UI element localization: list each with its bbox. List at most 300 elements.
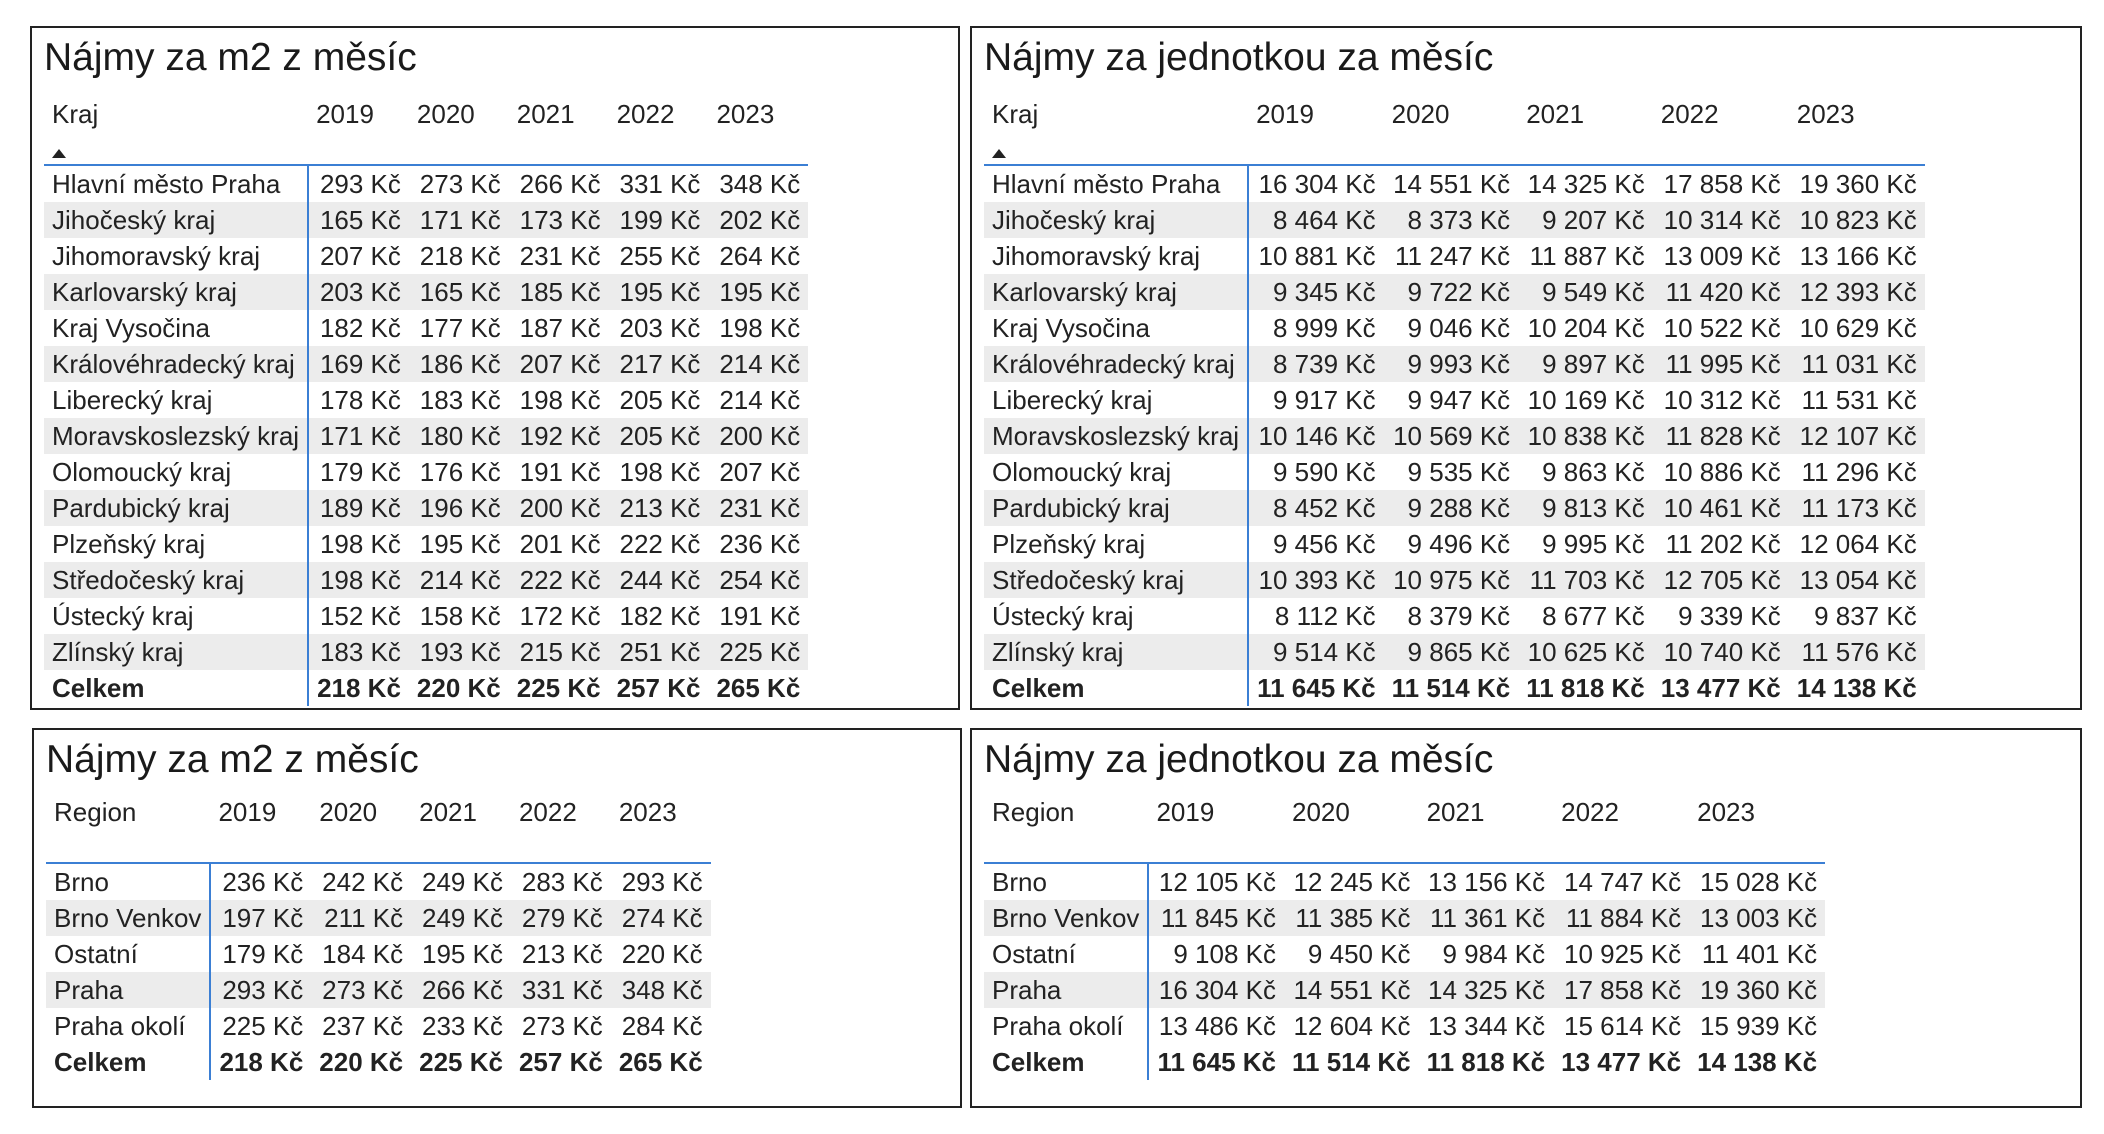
cell-value: 10 925 Kč — [1564, 939, 1682, 969]
column-header-text: 2023 — [1796, 98, 1855, 129]
cell-value: 266 Kč — [411, 972, 511, 1008]
row-label: Ústecký kraj — [984, 598, 1248, 634]
cell-value: 16 304 Kč — [1258, 169, 1376, 199]
column-header-year[interactable] — [411, 782, 511, 863]
cell-value: 11 531 Kč — [1801, 385, 1917, 415]
cell-value: 15 028 Kč — [1700, 867, 1818, 897]
row-label: Liberecký kraj — [984, 382, 1248, 418]
table-row — [44, 274, 808, 310]
table-row — [44, 382, 808, 418]
cell-value: 13 477 Kč — [1660, 673, 1781, 703]
cell-value: 201 Kč — [519, 529, 601, 559]
cell-value: 11 514 Kč — [1292, 1047, 1411, 1077]
cell-value: 215 Kč — [509, 634, 609, 670]
cell-value: 14 138 Kč — [1697, 1047, 1818, 1077]
table-row — [44, 310, 808, 346]
cell-value: 196 Kč — [409, 490, 509, 526]
cell-value: 331 Kč — [511, 972, 611, 1008]
column-header-year[interactable] — [511, 782, 611, 863]
cell-value: 12 705 Kč — [1653, 562, 1789, 598]
cell-value: 15 939 Kč — [1700, 1011, 1818, 1041]
cell-value: 182 Kč — [319, 313, 401, 343]
row-label: Karlovarský kraj — [984, 274, 1248, 310]
table-row — [984, 382, 1925, 418]
row-label: Královéhradecký kraj — [984, 346, 1248, 382]
cell-value: 8 677 Kč — [1542, 601, 1645, 631]
cell-value: 12 105 Kč — [1158, 867, 1276, 897]
cell-value: 11 845 Kč — [1148, 900, 1284, 936]
cell-value: 176 Kč — [419, 457, 501, 487]
column-header-label[interactable] — [46, 782, 210, 863]
cell-value: 205 Kč — [609, 418, 709, 454]
cell-value: 225 Kč — [516, 673, 601, 703]
cell-value: 244 Kč — [609, 562, 709, 598]
cell-value: 222 Kč — [509, 562, 609, 598]
row-label: Karlovarský kraj — [44, 274, 308, 310]
cell-value: 13 344 Kč — [1428, 1011, 1546, 1041]
cell-value: 192 Kč — [509, 418, 609, 454]
table-row — [984, 598, 1925, 634]
row-label: Olomoucký kraj — [984, 454, 1248, 490]
cell-value: 231 Kč — [519, 241, 601, 271]
column-header-text: 2019 — [316, 98, 374, 129]
column-header-text: Kraj — [992, 98, 1039, 129]
row-label: Hlavní město Praha — [984, 165, 1248, 202]
cell-value: 11 645 Kč — [1257, 673, 1376, 703]
table-row — [46, 900, 711, 936]
row-label: Zlínský kraj — [44, 634, 308, 670]
cell-value: 200 Kč — [509, 490, 609, 526]
cell-value: 273 Kč — [419, 169, 501, 199]
cell-value: 171 Kč — [409, 202, 509, 238]
table-row — [984, 634, 1925, 670]
column-header-year[interactable] — [308, 84, 409, 165]
row-label: Moravskoslezský kraj — [984, 418, 1248, 454]
cell-value: 13 054 Kč — [1789, 562, 1925, 598]
panel-rent-per-m2-by-region — [32, 728, 962, 1108]
cell-value: 177 Kč — [419, 313, 501, 343]
cell-value: 331 Kč — [619, 169, 701, 199]
cell-value: 202 Kč — [708, 202, 808, 238]
cell-value: 9 549 Kč — [1518, 274, 1653, 310]
cell-value: 10 625 Kč — [1518, 634, 1653, 670]
cell-value: 9 722 Kč — [1384, 274, 1519, 310]
cell-value: 205 Kč — [619, 385, 701, 415]
table-row — [984, 274, 1925, 310]
column-header-text: 2021 — [1426, 796, 1485, 827]
cell-value: 231 Kč — [708, 490, 808, 526]
cell-value: 11 884 Kč — [1553, 900, 1689, 936]
row-label: Ostatní — [46, 936, 210, 972]
cell-value: 17 858 Kč — [1553, 972, 1689, 1008]
cell-value: 214 Kč — [719, 385, 801, 415]
cell-value: 225 Kč — [708, 634, 808, 670]
cell-value: 10 823 Kč — [1789, 202, 1925, 238]
cell-value: 254 Kč — [708, 562, 808, 598]
table-row — [984, 418, 1925, 454]
total-row — [46, 1044, 711, 1080]
column-header-year[interactable] — [1553, 782, 1689, 863]
cell-value: 257 Kč — [518, 1047, 603, 1077]
column-header-text: Region — [992, 796, 1075, 827]
cell-value: 9 813 Kč — [1518, 490, 1653, 526]
row-label: Kraj Vysočina — [984, 310, 1248, 346]
column-header-year[interactable] — [708, 84, 808, 165]
cell-value: 11 202 Kč — [1665, 529, 1781, 559]
row-label: Praha — [984, 972, 1148, 1008]
sort-ascending-icon[interactable] — [992, 149, 1006, 158]
table-row — [984, 454, 1925, 490]
cell-value: 9 456 Kč — [1272, 529, 1376, 559]
panel-title: Nájmy za jednotkou za měsíc — [984, 36, 1494, 79]
cell-value: 293 Kč — [621, 867, 703, 897]
table-row — [44, 202, 808, 238]
cell-value: 183 Kč — [419, 385, 501, 415]
cell-value: 9 984 Kč — [1442, 939, 1546, 969]
cell-value: 225 Kč — [222, 1011, 304, 1041]
cell-value: 9 339 Kč — [1678, 601, 1781, 631]
row-label: Celkem — [984, 1044, 1148, 1080]
row-label: Praha — [46, 972, 210, 1008]
cell-value: 199 Kč — [609, 202, 709, 238]
panel-rent-per-unit-by-kraj — [970, 26, 2082, 710]
column-header-year[interactable] — [1518, 84, 1653, 165]
cell-value: 284 Kč — [621, 1011, 703, 1041]
sort-ascending-icon[interactable] — [52, 149, 66, 158]
row-label: Pardubický kraj — [984, 490, 1248, 526]
column-header-text: 2022 — [1660, 98, 1719, 129]
cell-value: 11 385 Kč — [1284, 900, 1419, 936]
column-header-text: 2022 — [1561, 796, 1619, 827]
cell-value: 11 247 Kč — [1395, 241, 1511, 271]
column-header-text: 2019 — [218, 796, 277, 827]
table-row — [46, 1008, 711, 1044]
column-header-year[interactable] — [1384, 84, 1519, 165]
header-row — [44, 84, 808, 165]
cell-value: 9 288 Kč — [1384, 490, 1519, 526]
pivot-table — [984, 84, 1925, 706]
cell-value: 9 514 Kč — [1248, 634, 1384, 670]
total-row — [984, 670, 1925, 706]
row-label: Celkem — [44, 670, 308, 706]
table-row — [984, 310, 1925, 346]
header-row — [46, 782, 711, 863]
cell-value: 15 614 Kč — [1564, 1011, 1682, 1041]
cell-value: 13 009 Kč — [1663, 241, 1781, 271]
column-header-text: 2020 — [1292, 796, 1350, 827]
cell-value: 172 Kč — [519, 601, 601, 631]
cell-value: 13 166 Kč — [1799, 241, 1917, 271]
panel-title: Nájmy za m2 z měsíc — [46, 738, 419, 781]
column-header-year[interactable] — [1789, 84, 1925, 165]
table-row — [984, 202, 1925, 238]
cell-value: 191 Kč — [519, 457, 601, 487]
column-header-year[interactable] — [409, 84, 509, 165]
cell-value: 198 Kč — [319, 529, 401, 559]
cell-value: 207 Kč — [319, 241, 401, 271]
cell-value: 178 Kč — [319, 385, 401, 415]
cell-value: 12 064 Kč — [1799, 529, 1917, 559]
cell-value: 8 739 Kč — [1248, 346, 1384, 382]
cell-value: 273 Kč — [311, 972, 411, 1008]
row-label: Brno Venkov — [46, 900, 210, 936]
cell-value: 13 486 Kč — [1158, 1011, 1276, 1041]
column-header-text: Region — [54, 796, 137, 827]
column-header-year[interactable] — [210, 782, 311, 863]
cell-value: 16 304 Kč — [1148, 972, 1284, 1008]
cell-value: 9 108 Kč — [1173, 939, 1276, 969]
table-row — [44, 634, 808, 670]
column-header-year[interactable] — [1284, 782, 1419, 863]
cell-value: 236 Kč — [719, 529, 801, 559]
cell-value: 10 522 Kč — [1663, 313, 1781, 343]
cell-value: 11 420 Kč — [1653, 274, 1789, 310]
cell-value: 264 Kč — [719, 241, 801, 271]
pivot-table — [984, 782, 1825, 1080]
cell-value: 203 Kč — [308, 274, 409, 310]
panel-title: Nájmy za jednotkou za měsíc — [984, 738, 1494, 781]
table-row — [984, 900, 1825, 936]
cell-value: 195 Kč — [419, 529, 501, 559]
cell-value: 10 975 Kč — [1384, 562, 1519, 598]
cell-value: 9 535 Kč — [1407, 457, 1511, 487]
table-row — [984, 490, 1925, 526]
column-header-label[interactable] — [984, 782, 1148, 863]
cell-value: 171 Kč — [308, 418, 409, 454]
cell-value: 218 Kč — [419, 241, 501, 271]
cell-value: 10 838 Kč — [1518, 418, 1653, 454]
row-label: Ostatní — [984, 936, 1148, 972]
cell-value: 197 Kč — [210, 900, 311, 936]
row-label: Brno Venkov — [984, 900, 1148, 936]
cell-value: 11 703 Kč — [1518, 562, 1653, 598]
cell-value: 11 995 Kč — [1653, 346, 1789, 382]
cell-value: 348 Kč — [611, 972, 711, 1008]
cell-value: 266 Kč — [519, 169, 601, 199]
cell-value: 13 003 Kč — [1689, 900, 1825, 936]
row-label: Královéhradecký kraj — [44, 346, 308, 382]
cell-value: 8 379 Kč — [1407, 601, 1511, 631]
cell-value: 11 818 Kč — [1526, 673, 1645, 703]
column-header-year[interactable] — [1689, 782, 1825, 863]
row-label: Středočeský kraj — [984, 562, 1248, 598]
table-row — [44, 526, 808, 562]
cell-value: 11 361 Kč — [1419, 900, 1554, 936]
cell-value: 10 169 Kč — [1527, 385, 1645, 415]
cell-value: 257 Kč — [616, 673, 701, 703]
cell-value: 9 917 Kč — [1272, 385, 1376, 415]
cell-value: 10 393 Kč — [1248, 562, 1384, 598]
cell-value: 236 Kč — [222, 867, 304, 897]
row-label: Jihomoravský kraj — [44, 238, 308, 274]
column-header-label[interactable] — [984, 84, 1248, 165]
cell-value: 10 146 Kč — [1248, 418, 1384, 454]
cell-value: 11 514 Kč — [1391, 673, 1511, 703]
cell-value: 8 464 Kč — [1248, 202, 1384, 238]
cell-value: 220 Kč — [416, 673, 501, 703]
row-label: Zlínský kraj — [984, 634, 1248, 670]
table-row — [46, 863, 711, 900]
cell-value: 9 995 Kč — [1542, 529, 1645, 559]
cell-value: 10 886 Kč — [1663, 457, 1781, 487]
cell-value: 195 Kč — [609, 274, 709, 310]
cell-value: 9 207 Kč — [1518, 202, 1653, 238]
cell-value: 165 Kč — [409, 274, 509, 310]
cell-value: 198 Kč — [719, 313, 801, 343]
panel-title: Nájmy za m2 z měsíc — [44, 36, 417, 79]
cell-value: 19 360 Kč — [1799, 169, 1917, 199]
row-label: Jihočeský kraj — [44, 202, 308, 238]
cell-value: 182 Kč — [619, 601, 701, 631]
cell-value: 293 Kč — [210, 972, 311, 1008]
cell-value: 200 Kč — [708, 418, 808, 454]
cell-value: 220 Kč — [319, 1047, 404, 1077]
column-header-year[interactable] — [1419, 782, 1554, 863]
column-header-year[interactable] — [1148, 782, 1284, 863]
row-label: Celkem — [984, 670, 1248, 706]
cell-value: 218 Kč — [317, 673, 401, 703]
header-row — [984, 782, 1825, 863]
row-label: Ústecký kraj — [44, 598, 308, 634]
column-header-text: 2020 — [1391, 98, 1450, 129]
cell-value: 10 461 Kč — [1653, 490, 1789, 526]
header-row — [984, 84, 1925, 165]
row-label: Plzeňský kraj — [44, 526, 308, 562]
cell-value: 13 477 Kč — [1561, 1047, 1682, 1077]
cell-value: 165 Kč — [308, 202, 409, 238]
cell-value: 10 740 Kč — [1653, 634, 1789, 670]
row-label: Celkem — [46, 1044, 210, 1080]
table-row — [984, 562, 1925, 598]
column-header-year[interactable] — [509, 84, 609, 165]
cell-value: 10 312 Kč — [1663, 385, 1781, 415]
cell-value: 9 993 Kč — [1384, 346, 1519, 382]
row-label: Olomoucký kraj — [44, 454, 308, 490]
column-header-text: 2020 — [319, 796, 378, 827]
row-label: Plzeňský kraj — [984, 526, 1248, 562]
table-row — [44, 418, 808, 454]
cell-value: 198 Kč — [308, 562, 409, 598]
column-header-year[interactable] — [609, 84, 709, 165]
cell-value: 187 Kč — [519, 313, 601, 343]
cell-value: 211 Kč — [311, 900, 411, 936]
column-header-text: 2022 — [616, 98, 675, 129]
column-header-year[interactable] — [1653, 84, 1789, 165]
cell-value: 11 645 Kč — [1157, 1047, 1276, 1077]
cell-value: 10 204 Kč — [1527, 313, 1645, 343]
column-header-year[interactable] — [1248, 84, 1384, 165]
panel-rent-per-unit-by-region — [970, 728, 2082, 1108]
cell-value: 265 Kč — [618, 1047, 703, 1077]
cell-value: 193 Kč — [409, 634, 509, 670]
row-label: Kraj Vysočina — [44, 310, 308, 346]
cell-value: 11 887 Kč — [1529, 241, 1645, 271]
cell-value: 348 Kč — [719, 169, 801, 199]
column-header-text: 2023 — [1697, 796, 1755, 827]
column-header-text: Kraj — [52, 98, 99, 129]
table-row — [44, 562, 808, 598]
cell-value: 13 156 Kč — [1428, 867, 1546, 897]
cell-value: 14 551 Kč — [1393, 169, 1511, 199]
cell-value: 9 590 Kč — [1272, 457, 1376, 487]
cell-value: 207 Kč — [719, 457, 801, 487]
table-row — [44, 490, 808, 526]
cell-value: 11 576 Kč — [1789, 634, 1925, 670]
column-header-text: 2022 — [518, 796, 577, 827]
column-header-year[interactable] — [611, 782, 711, 863]
cell-value: 217 Kč — [609, 346, 709, 382]
cell-value: 207 Kč — [509, 346, 609, 382]
cell-value: 222 Kč — [619, 529, 701, 559]
table-row — [46, 972, 711, 1008]
column-header-year[interactable] — [311, 782, 411, 863]
cell-value: 265 Kč — [716, 673, 801, 703]
cell-value: 213 Kč — [521, 939, 603, 969]
table-row — [984, 1008, 1825, 1044]
column-header-text: 2019 — [1156, 796, 1215, 827]
cell-value: 9 947 Kč — [1407, 385, 1511, 415]
cell-value: 10 629 Kč — [1799, 313, 1917, 343]
cell-value: 12 245 Kč — [1293, 867, 1411, 897]
cell-value: 8 112 Kč — [1274, 601, 1376, 631]
cell-value: 12 393 Kč — [1789, 274, 1925, 310]
table-row — [984, 972, 1825, 1008]
column-header-label[interactable] — [44, 84, 308, 165]
cell-value: 279 Kč — [511, 900, 611, 936]
cell-value: 198 Kč — [519, 385, 601, 415]
cell-value: 220 Kč — [621, 939, 703, 969]
total-row — [984, 1044, 1825, 1080]
cell-value: 14 325 Kč — [1419, 972, 1554, 1008]
cell-value: 8 452 Kč — [1248, 490, 1384, 526]
cell-value: 195 Kč — [422, 939, 503, 969]
cell-value: 9 345 Kč — [1248, 274, 1384, 310]
cell-value: 9 450 Kč — [1307, 939, 1411, 969]
cell-value: 19 360 Kč — [1689, 972, 1825, 1008]
row-label: Pardubický kraj — [44, 490, 308, 526]
cell-value: 183 Kč — [308, 634, 409, 670]
cell-value: 191 Kč — [719, 601, 801, 631]
table-row — [984, 936, 1825, 972]
cell-value: 274 Kč — [611, 900, 711, 936]
pivot-table — [44, 84, 808, 706]
cell-value: 14 747 Kč — [1564, 867, 1682, 897]
cell-value: 169 Kč — [308, 346, 409, 382]
cell-value: 11 296 Kč — [1801, 457, 1917, 487]
row-label: Praha okolí — [984, 1008, 1148, 1044]
cell-value: 152 Kč — [319, 601, 401, 631]
column-header-text: 2023 — [716, 98, 775, 129]
cell-value: 214 Kč — [409, 562, 509, 598]
row-label: Jihomoravský kraj — [984, 238, 1248, 274]
column-header-text: 2021 — [419, 796, 477, 827]
column-header-text: 2020 — [416, 98, 475, 129]
cell-value: 249 Kč — [422, 867, 503, 897]
cell-value: 9 897 Kč — [1518, 346, 1653, 382]
cell-value: 9 046 Kč — [1407, 313, 1511, 343]
cell-value: 9 837 Kč — [1814, 601, 1917, 631]
cell-value: 179 Kč — [222, 939, 304, 969]
cell-value: 9 865 Kč — [1384, 634, 1519, 670]
cell-value: 273 Kč — [521, 1011, 603, 1041]
cell-value: 14 551 Kč — [1284, 972, 1419, 1008]
row-label: Jihočeský kraj — [984, 202, 1248, 238]
row-label: Brno — [46, 863, 210, 900]
cell-value: 225 Kč — [419, 1047, 503, 1077]
cell-value: 251 Kč — [609, 634, 709, 670]
cell-value: 189 Kč — [308, 490, 409, 526]
cell-value: 11 818 Kč — [1426, 1047, 1546, 1077]
